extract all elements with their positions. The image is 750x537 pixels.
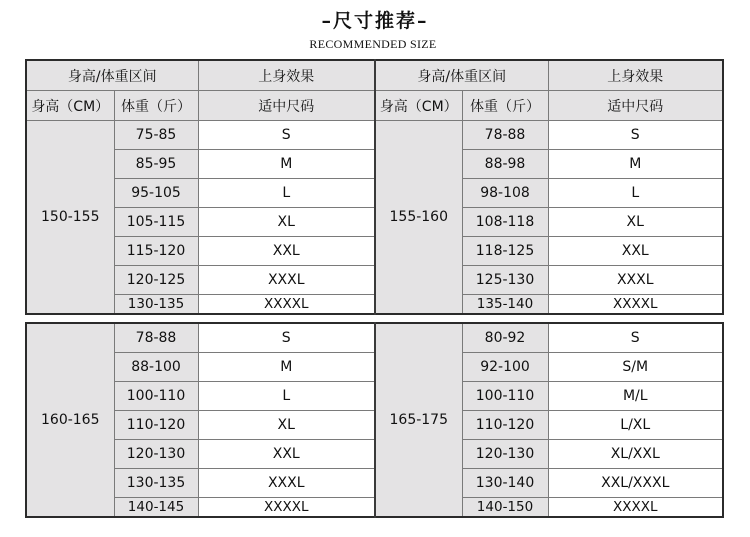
size-cell: XXL xyxy=(198,440,375,469)
table-row xyxy=(26,382,723,411)
size-cell: XXXXL xyxy=(198,498,375,518)
weight-range-cell: 130-135 xyxy=(114,469,198,498)
size-cell: XL xyxy=(548,208,723,237)
weight-range-cell: 98-108 xyxy=(462,179,548,208)
size-cell: XXL xyxy=(548,237,723,266)
size-cell: XXXL xyxy=(548,266,723,295)
weight-range-cell: 88-98 xyxy=(462,150,548,179)
size-cell: XXXL xyxy=(198,266,375,295)
table-row xyxy=(26,411,723,440)
weight-range-cell: 88-100 xyxy=(114,353,198,382)
size-cell: XL xyxy=(198,208,375,237)
size-cell: XXXXL xyxy=(198,295,375,315)
size-cell: M xyxy=(548,150,723,179)
weight-range-cell: 125-130 xyxy=(462,266,548,295)
table-row xyxy=(26,121,723,150)
header-effect-group: 上身效果 xyxy=(198,60,375,91)
size-table-lower-body xyxy=(26,323,723,517)
size-table-upper-body xyxy=(26,60,723,314)
weight-range-cell: 78-88 xyxy=(114,323,198,353)
weight-range-cell: 140-150 xyxy=(462,498,548,518)
weight-range-cell: 78-88 xyxy=(462,121,548,150)
weight-range-cell: 108-118 xyxy=(462,208,548,237)
size-cell: XXL/XXXL xyxy=(548,469,723,498)
weight-range-cell: 95-105 xyxy=(114,179,198,208)
header-range-group: 身高/体重区间 xyxy=(375,60,548,91)
weight-range-cell: 92-100 xyxy=(462,353,548,382)
size-table-upper xyxy=(25,59,724,315)
header-fit-size: 适中尺码 xyxy=(548,91,723,121)
header-row-groups xyxy=(26,60,723,91)
size-cell: S xyxy=(548,121,723,150)
weight-range-cell: 80-92 xyxy=(462,323,548,353)
weight-range-cell: 75-85 xyxy=(114,121,198,150)
page-subtitle: RECOMMENDED SIZE xyxy=(309,37,437,51)
table-row xyxy=(26,469,723,498)
header-height-cm: 身高（CM） xyxy=(375,91,462,121)
table-row xyxy=(26,179,723,208)
table-row xyxy=(26,295,723,315)
size-cell: L xyxy=(548,179,723,208)
height-range-cell: 155-160 xyxy=(375,121,462,315)
size-cell: XXXXL xyxy=(548,498,723,518)
weight-range-cell: 130-140 xyxy=(462,469,548,498)
header-height-cm: 身高（CM） xyxy=(26,91,114,121)
table-row xyxy=(26,208,723,237)
height-range-cell: 160-165 xyxy=(26,323,114,517)
size-cell: M xyxy=(198,150,375,179)
weight-range-cell: 120-130 xyxy=(462,440,548,469)
size-cell: S xyxy=(198,121,375,150)
size-cell: XXXL xyxy=(198,469,375,498)
header-range-group: 身高/体重区间 xyxy=(26,60,198,91)
weight-range-cell: 130-135 xyxy=(114,295,198,315)
header-effect-group: 上身效果 xyxy=(548,60,723,91)
size-cell: L xyxy=(198,179,375,208)
table-row xyxy=(26,323,723,353)
table-row xyxy=(26,498,723,518)
weight-range-cell: 110-120 xyxy=(462,411,548,440)
weight-range-cell: 105-115 xyxy=(114,208,198,237)
weight-range-cell: 100-110 xyxy=(114,382,198,411)
size-cell: XL/XXL xyxy=(548,440,723,469)
page-title: –尺寸推荐– xyxy=(321,10,429,32)
weight-range-cell: 135-140 xyxy=(462,295,548,315)
weight-range-cell: 85-95 xyxy=(114,150,198,179)
header-weight-jin: 体重（斤） xyxy=(114,91,198,121)
header-row-columns xyxy=(26,91,723,121)
weight-range-cell: 100-110 xyxy=(462,382,548,411)
header-fit-size: 适中尺码 xyxy=(198,91,375,121)
weight-range-cell: 140-145 xyxy=(114,498,198,518)
size-cell: M/L xyxy=(548,382,723,411)
weight-range-cell: 120-125 xyxy=(114,266,198,295)
size-cell: L xyxy=(198,382,375,411)
size-cell: XXL xyxy=(198,237,375,266)
size-table-lower xyxy=(25,322,724,518)
size-cell: L/XL xyxy=(548,411,723,440)
table-row xyxy=(26,440,723,469)
size-cell: M xyxy=(198,353,375,382)
weight-range-cell: 118-125 xyxy=(462,237,548,266)
table-row xyxy=(26,266,723,295)
weight-range-cell: 115-120 xyxy=(114,237,198,266)
weight-range-cell: 110-120 xyxy=(114,411,198,440)
table-row xyxy=(26,237,723,266)
size-cell: S xyxy=(548,323,723,353)
weight-range-cell: 120-130 xyxy=(114,440,198,469)
size-cell: XXXXL xyxy=(548,295,723,315)
size-cell: XL xyxy=(198,411,375,440)
table-row xyxy=(26,150,723,179)
table-row xyxy=(26,353,723,382)
height-range-cell: 165-175 xyxy=(375,323,462,517)
size-cell: S xyxy=(198,323,375,353)
size-cell: S/M xyxy=(548,353,723,382)
height-range-cell: 150-155 xyxy=(26,121,114,315)
header-weight-jin: 体重（斤） xyxy=(462,91,548,121)
